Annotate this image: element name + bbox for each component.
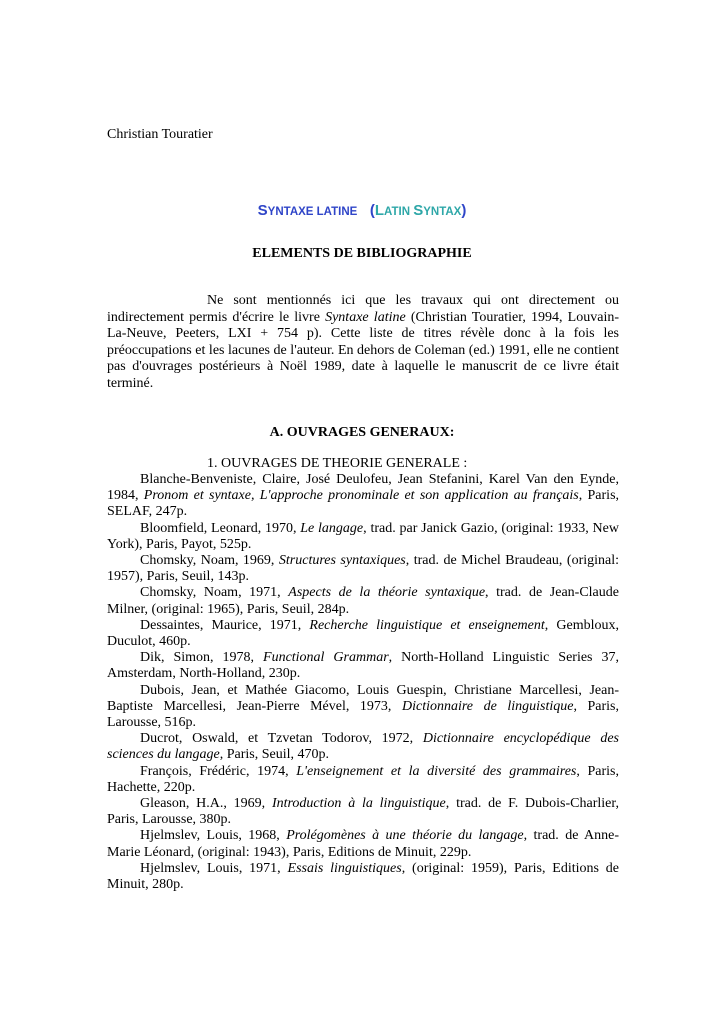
section-heading: A. OUVRAGES GENERAUX: xyxy=(269,425,455,440)
bibliography-entry: Chomsky, Noam, 1971, Aspects de la théorie syntaxique, trad. de Jean-Claude Milner, (original: 1965), Paris, Seuil, 284p. xyxy=(107,585,619,617)
bibliography-entry: Blanche-Benveniste, Claire, José Deulofeu, Jean Stefanini, Karel Van den Eynde, 1984, Pronom et syntaxe, L'approche pronominale et son application au français, Paris, SELAF, 247p. xyxy=(107,472,620,520)
title-paren-open: ( xyxy=(369,202,375,219)
bibliography-entry: Dik, Simon, 1978, Functional Grammar, North-Holland Linguistic Series 37, Amsterdam, North-Holland, 230p. xyxy=(107,650,619,682)
bibliography-entry: François, Frédéric, 1974, L'enseignement et la diversité des grammaires, Paris, Hachette, 220p. xyxy=(107,763,620,795)
bibliography-entry: Hjelmslev, Louis, 1968, Prolégomènes à une théorie du langage, trad. de Anne-Marie Léonard, (original: 1943), Paris, Editions de Minuit, 229p. xyxy=(107,828,620,860)
subsection-heading: 1. OUVRAGES DE THEORIE GENERALE : xyxy=(207,456,468,471)
bibliography-list xyxy=(107,472,619,893)
bibliography-entry: Gleason, H.A., 1969, Introduction à la linguistique, trad. de F. Dubois-Charlier, Paris, Larousse, 380p. xyxy=(107,796,619,828)
document-subtitle: ELEMENTS DE BIBLIOGRAPHIE xyxy=(252,246,472,261)
bibliography-entry: Chomsky, Noam, 1969, Structures syntaxiques, trad. de Michel Braudeau, (original: 1957), Paris, Seuil, 143p. xyxy=(107,553,620,585)
intro-paragraph: Ne sont mentionnés ici que les travaux qui ont directement ou indirectement permis d'écrire le livre Syntaxe latine (Christian Touratier, 1994, Louvain-La-Neuve, Peeters, LXI + 754 p). Cette liste de titres révèle donc à la fois les préoccupations et les lacunes de l'auteur. En dehors de Coleman (ed.) 1991, elle ne contient pas d'ouvrages postérieurs à Noël 1989, date à laquelle le manuscrit de ce livre était terminé. xyxy=(107,293,619,391)
author-name: Christian Touratier xyxy=(107,127,213,142)
title-paren-close: ) xyxy=(461,202,467,219)
bibliography-entry: Hjelmslev, Louis, 1971, Essais linguistiques, (original: 1959), Paris, Editions de Minuit, 280p. xyxy=(107,860,619,893)
title-translation: LATIN SYNTAX xyxy=(374,202,462,219)
bibliography-entry: Bloomfield, Leonard, 1970, Le langage, trad. par Janick Gazio, (original: 1933, New York), Paris, Payot, 525p. xyxy=(107,520,619,552)
title-main: SYNTAXE LATINE xyxy=(257,202,358,219)
intro-book-title: Syntaxe latine xyxy=(325,309,406,325)
bibliography-entry: Ducrot, Oswald, et Tzvetan Todorov, 1972, Dictionnaire encyclopédique des sciences du langage, Paris, Seuil, 470p. xyxy=(107,731,620,763)
bibliography-entry: Dubois, Jean, et Mathée Giacomo, Louis Guespin, Christiane Marcellesi, Jean-Baptiste Marcellesi, Jean-Pierre Mével, 1973, Dictionnaire de linguistique, Paris, Larousse, 516p. xyxy=(107,682,620,731)
bibliography-entry: Dessaintes, Maurice, 1971, Recherche linguistique et enseignement, Gembloux, Duculot, 460p. xyxy=(107,617,619,650)
document-title xyxy=(0,202,724,219)
